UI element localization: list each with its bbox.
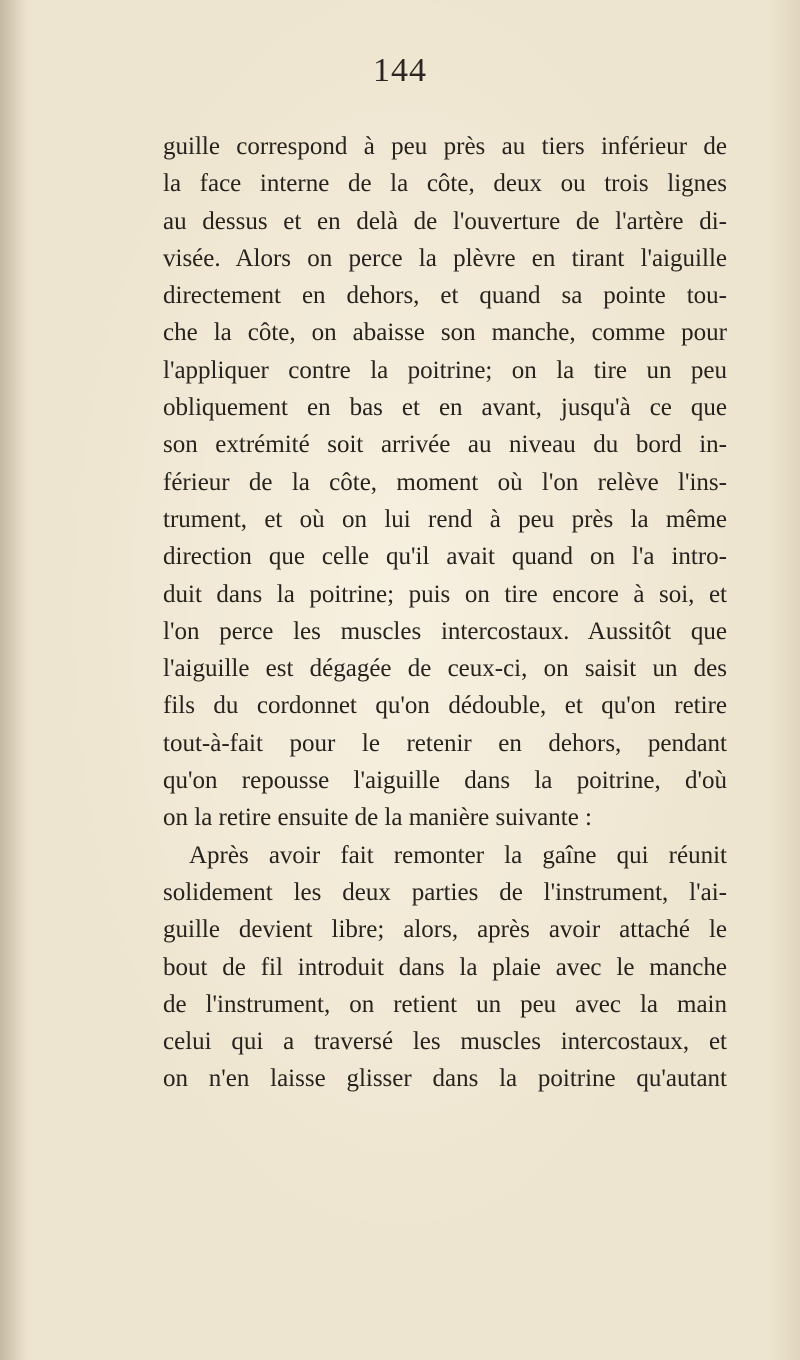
paragraph-start-line: Après avoir fait remonter la gaîne qui réunit	[189, 841, 727, 869]
text-line: directement en dehors, et quand sa pointe tou-	[163, 282, 727, 310]
text-line: au dessus et en delà de l'ouverture de l'artère di-	[163, 207, 727, 235]
text-line: guille correspond à peu près au tiers inférieur de	[163, 133, 727, 160]
text-line: bout de fil introduit dans la plaie avec le manche	[163, 953, 727, 981]
page-gutter-shadow	[0, 0, 26, 1360]
text-line: l'appliquer contre la poitrine; on la tire un peu	[163, 356, 727, 384]
text-line: direction que celle qu'il avait quand on l'a intro-	[163, 543, 727, 571]
text-line: visée. Alors on perce la plèvre en tirant l'aiguille	[163, 244, 727, 272]
text-line: qu'on repousse l'aiguille dans la poitrine, d'où	[163, 767, 727, 795]
text-line: on la retire ensuite de la manière suivante :	[163, 804, 592, 832]
text-line: obliquement en bas et en avant, jusqu'à ce que	[163, 394, 727, 422]
text-line: solidement les deux parties de l'instrument, l'ai-	[163, 878, 727, 906]
text-line: la face interne de la côte, deux ou trois lignes	[163, 170, 727, 198]
text-line: férieur de la côte, moment où l'on relève l'ins-	[163, 468, 727, 496]
body-text	[163, 128, 727, 1098]
text-line: tout-à-fait pour le retenir en dehors, pendant	[163, 729, 727, 757]
text-line: fils du cordonnet qu'on dédouble, et qu'on retire	[163, 692, 727, 720]
text-line: che la côte, on abaisse son manche, comme pour	[163, 319, 727, 347]
text-line: trument, et où on lui rend à peu près la même	[163, 505, 727, 533]
text-line: duit dans la poitrine; puis on tire encore à soi, et	[163, 580, 727, 608]
text-line: l'on perce les muscles intercostaux. Aussitôt que	[163, 617, 727, 645]
text-line: de l'instrument, on retient un peu avec la main	[163, 990, 727, 1018]
text-line: celui qui a traversé les muscles intercostaux, et	[163, 1028, 727, 1056]
text-line: guille devient libre; alors, après avoir attaché le	[163, 916, 727, 944]
text-line: l'aiguille est dégagée de ceux-ci, on saisit un des	[163, 655, 727, 683]
text-line: on n'en laisse glisser dans la poitrine qu'autant	[163, 1065, 727, 1093]
text-line: son extrémité soit arrivée au niveau du bord in-	[163, 431, 727, 459]
page-number: 144	[373, 52, 427, 89]
